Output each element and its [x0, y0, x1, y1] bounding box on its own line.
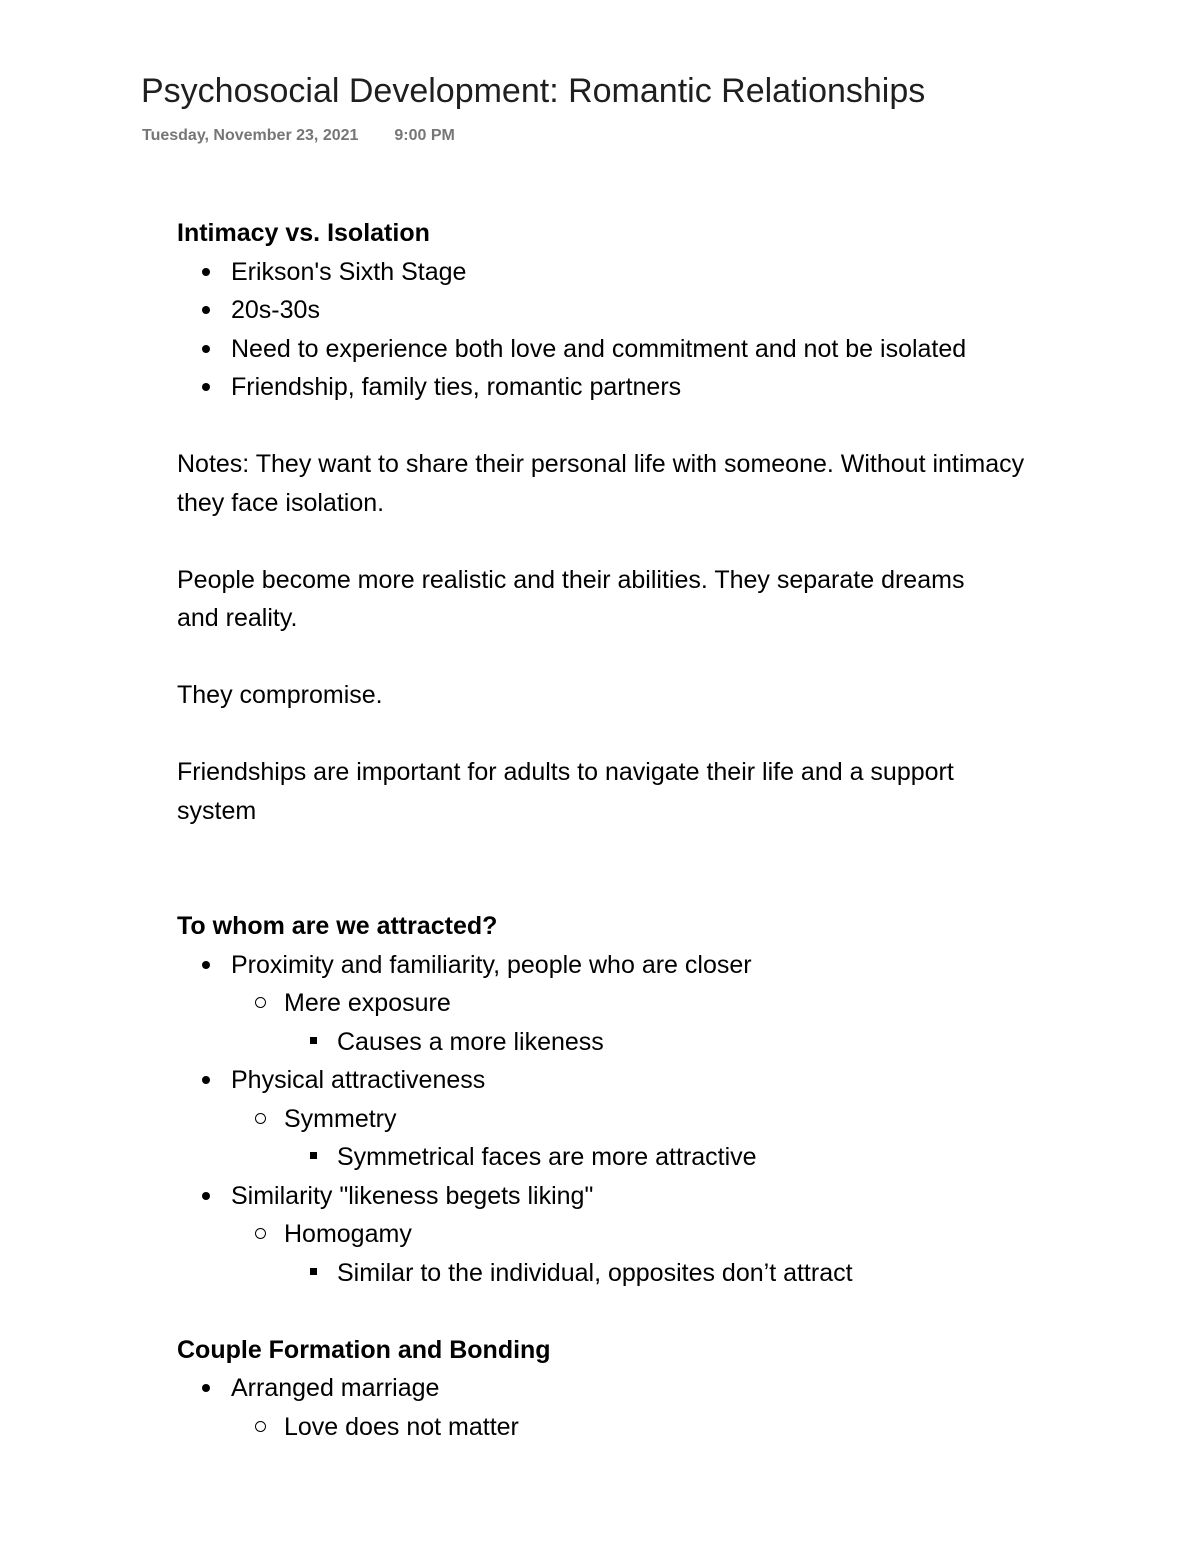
bullet-square-icon — [310, 1037, 317, 1044]
attraction-bullet-list — [177, 946, 1077, 1293]
bullet-dot-icon — [202, 383, 210, 391]
note-paragraph: People become more realistic and their abilities. They separate dreams and reality. — [177, 565, 965, 632]
bullet-dot-icon — [202, 345, 210, 353]
page-title: Psychosocial Development: Romantic Relationships — [141, 72, 926, 110]
bullet-dot-icon — [202, 268, 210, 276]
page-date: Tuesday, November 23, 2021 — [142, 127, 359, 144]
list-item: Arranged marriage Love does not matter — [177, 1369, 1077, 1446]
list-item: Physical attractiveness Symmetry Symmetrical faces are more attractive — [177, 1061, 1077, 1177]
list-item: Mere exposure Causes a more likeness — [231, 984, 1077, 1061]
couple-formation-bullet-list — [177, 1369, 1077, 1446]
list-item: 20s-30s — [177, 291, 1077, 330]
section-heading-attraction: To whom are we attracted? — [177, 912, 498, 940]
section-heading-couple-formation: Couple Formation and Bonding — [177, 1335, 551, 1364]
list-item: Symmetry Symmetrical faces are more attractive — [231, 1100, 1077, 1177]
note-paragraph: Friendships are important for adults to navigate their life and a support system — [177, 758, 954, 825]
list-item: Love does not matter — [231, 1408, 1077, 1447]
list-item: Similarity "likeness begets liking" Homogamy Similar to the individual, opposites don’t attract — [177, 1177, 1077, 1293]
bullet-dot-icon — [202, 1384, 210, 1392]
list-item: Symmetrical faces are more attractive — [284, 1138, 1077, 1177]
list-item: Proximity and familiarity, people who are closer Mere exposure Causes a more likeness — [177, 946, 1077, 1062]
list-item: Similar to the individual, opposites don’t attract — [284, 1254, 1077, 1293]
section-heading-intimacy: Intimacy vs. Isolation — [177, 219, 430, 247]
bullet-dot-icon — [202, 1076, 210, 1084]
bullet-circle-icon — [255, 1228, 266, 1239]
list-item: Erikson's Sixth Stage — [177, 253, 1077, 292]
bullet-dot-icon — [202, 306, 210, 314]
list-item: Need to experience both love and commitment and not be isolated — [177, 330, 991, 369]
page-time: 9:00 PM — [394, 127, 455, 144]
bullet-circle-icon — [255, 1113, 266, 1124]
list-item: Causes a more likeness — [284, 1023, 1077, 1062]
list-item: Friendship, family ties, romantic partners — [177, 368, 1077, 407]
bullet-circle-icon — [255, 997, 266, 1008]
note-paragraph: They compromise. — [177, 681, 383, 709]
bullet-dot-icon — [202, 1192, 210, 1200]
note-paragraph: Notes: They want to share their personal life with someone. Without intimacy they face isolation. — [177, 450, 1025, 517]
note-content — [177, 214, 1077, 1446]
bullet-circle-icon — [255, 1421, 266, 1432]
page-meta — [142, 127, 455, 145]
bullet-dot-icon — [202, 961, 210, 969]
list-item: Homogamy Similar to the individual, opposites don’t attract — [231, 1215, 1077, 1292]
bullet-square-icon — [310, 1268, 317, 1275]
intimacy-bullet-list — [177, 253, 1077, 407]
bullet-square-icon — [310, 1152, 317, 1159]
